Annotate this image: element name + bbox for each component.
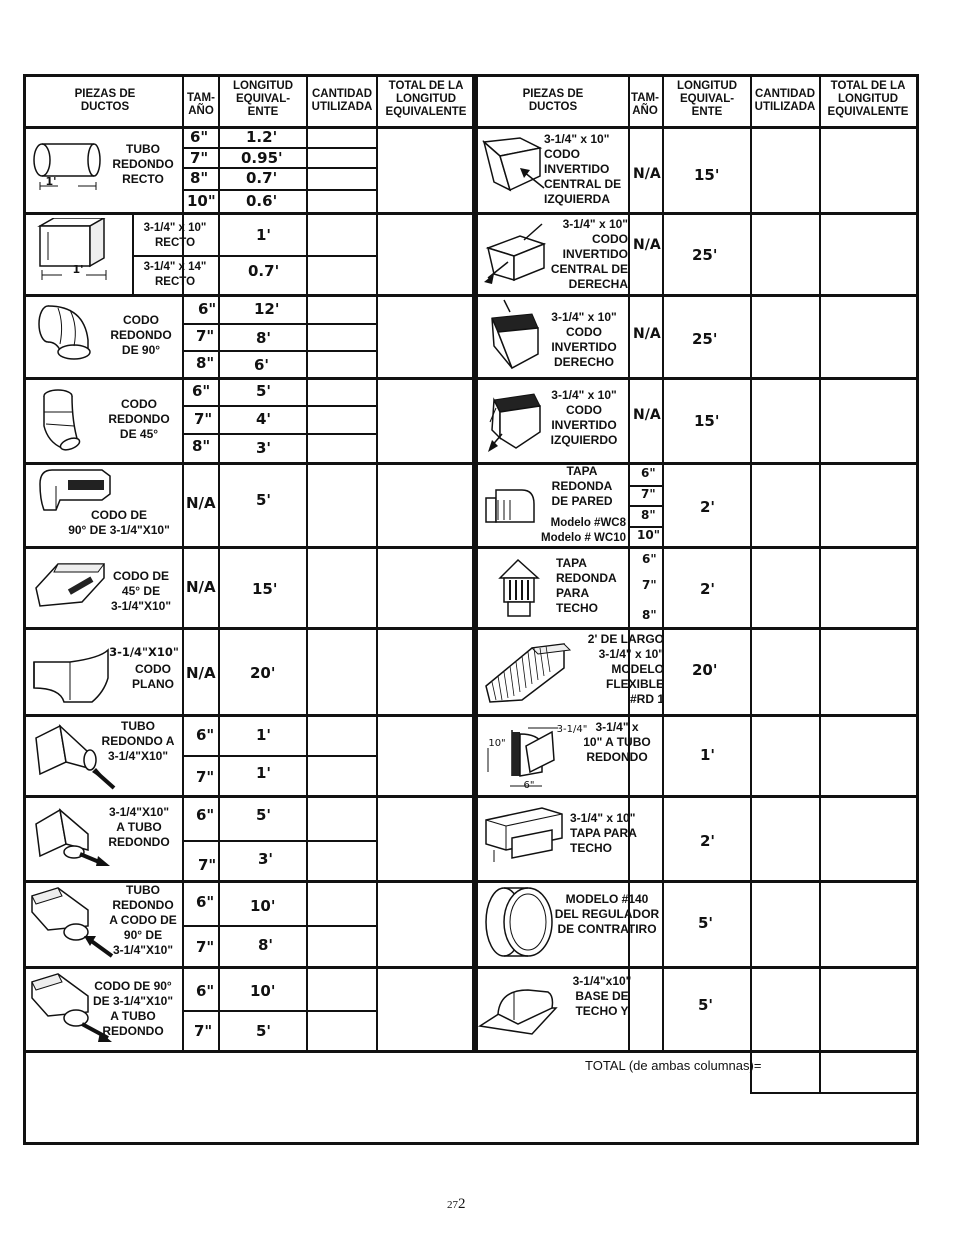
- flat-elbow-icon: [30, 648, 114, 706]
- left-row-7-label: TUBO REDONDO A 3-1/4"X10": [101, 719, 175, 763]
- left-row-2-label: CODO REDONDO DE 90°: [110, 313, 172, 357]
- left-row-8-label: 3-1/4"X10" A TUBO REDONDO: [108, 805, 170, 849]
- length: 1': [256, 764, 272, 782]
- round-45-elbow-icon: [38, 382, 94, 454]
- size: 6": [196, 982, 215, 1000]
- dim-10: 10": [488, 738, 506, 749]
- length: 1': [256, 726, 272, 744]
- length: 2': [700, 498, 716, 516]
- left-row-1-label-a: 3-1/4" x 10" RECTO: [143, 222, 207, 249]
- page-number-small: 27: [447, 1199, 458, 1211]
- right-row-3-label: 3-1/4" x 10" CODO INVERTIDO IZQUIERDO: [550, 388, 618, 447]
- size: 7": [194, 1022, 213, 1040]
- length: 15': [694, 412, 720, 430]
- size: N/A: [633, 166, 661, 182]
- size: 8": [641, 508, 656, 522]
- length: 10': [250, 897, 276, 915]
- page-number-large: 2: [458, 1196, 466, 1212]
- right-row-6-label: 2' DE LARGO 3-1/4" x 10" MODELO FLEXIBLE #RD 1: [587, 632, 664, 706]
- size: 6": [196, 726, 215, 744]
- header-left-size: TAM- AÑO: [187, 92, 215, 117]
- length: 3': [256, 439, 272, 457]
- length: 5': [698, 914, 714, 932]
- draft-regulator-icon: [482, 884, 558, 964]
- left-row-1-label-b: 3-1/4" x 14" RECTO: [143, 261, 207, 288]
- length: 20': [250, 664, 276, 682]
- dim-label: 1': [72, 263, 84, 276]
- size: 7": [198, 856, 217, 874]
- size: 7": [196, 768, 215, 786]
- round-90-elbow-icon: [34, 300, 100, 368]
- total-label: TOTAL (de ambas columnas)=: [585, 1058, 762, 1073]
- size: N/A: [186, 494, 216, 512]
- size: 10": [637, 528, 660, 542]
- length: 4': [256, 410, 272, 428]
- size: 7": [190, 149, 209, 167]
- left-row-4-label: CODO DE 90° DE 3-1/4"X10": [68, 508, 170, 537]
- length: 3': [258, 850, 274, 868]
- total-value-cell[interactable]: [822, 1053, 914, 1091]
- length: 5': [256, 382, 272, 400]
- left-row-10-label: CODO DE 90° DE 3-1/4"X10" A TUBO REDONDO: [92, 979, 174, 1038]
- size: 8": [192, 437, 211, 455]
- size: N/A: [633, 407, 661, 423]
- header-left-quantity: CANTIDAD UTILIZADA: [311, 88, 373, 113]
- length: 1.2': [246, 128, 278, 146]
- size: 6": [196, 806, 215, 824]
- size: N/A: [186, 578, 216, 596]
- size: N/A: [633, 237, 661, 253]
- inverted-center-right-elbow-icon: [480, 218, 548, 292]
- right-row-10-label: 3-1/4"x10" BASE DE TECHO Y: [572, 974, 632, 1018]
- size: 6": [198, 300, 217, 318]
- right-row-7-label: 3-1/4" x 10" A TUBO REDONDO: [583, 720, 651, 764]
- size: 6": [641, 466, 656, 480]
- length: 1': [256, 226, 272, 244]
- size: 8": [190, 169, 209, 187]
- size: 10": [187, 192, 216, 210]
- length: 5': [256, 1022, 272, 1040]
- length: 8': [256, 329, 272, 347]
- right-row-9-label: MODELO #140 DEL REGULADOR DE CONTRATIRO: [554, 892, 660, 936]
- length: 2': [700, 580, 716, 598]
- left-row-6-label: CODO PLANO: [132, 662, 174, 691]
- length: 15': [252, 580, 278, 598]
- length: 0.95': [241, 149, 283, 167]
- dim-6: 6": [523, 780, 535, 791]
- round-roof-cap-icon: [496, 556, 542, 620]
- length: 6': [254, 356, 270, 374]
- right-row-2-label: 3-1/4" x 10" CODO INVERTIDO DERECHO: [551, 310, 617, 369]
- right-row-0-label: 3-1/4" x 10" CODO INVERTIDO CENTRAL DE IZQUIERDA: [544, 132, 622, 206]
- length: 5': [256, 806, 272, 824]
- right-row-8-label: 3-1/4" x 10" TAPA PARA TECHO: [570, 811, 637, 855]
- size: 6": [192, 382, 211, 400]
- size: 8": [196, 354, 215, 372]
- header-right-quantity: CANTIDAD UTILIZADA: [754, 88, 816, 113]
- size: 7": [194, 410, 213, 428]
- size: 7": [196, 938, 215, 956]
- page-number: [447, 1196, 466, 1213]
- header-right-size: TAM- AÑO: [631, 92, 659, 117]
- rect-45-elbow-icon: [32, 558, 108, 612]
- roof-base-icon: [478, 984, 560, 1046]
- size: 7": [642, 578, 657, 592]
- size: N/A: [186, 664, 216, 682]
- length: 8': [258, 936, 274, 954]
- left-row-3-label: CODO REDONDO DE 45°: [108, 397, 170, 441]
- length: 2': [700, 832, 716, 850]
- right-row-4-models: Modelo #WC8 Modelo # WC10: [541, 517, 626, 544]
- length: 1': [700, 746, 716, 764]
- size: 7": [641, 487, 656, 501]
- length: 25': [692, 246, 718, 264]
- size: 8": [642, 608, 657, 622]
- size: 6": [196, 893, 215, 911]
- length: 20': [692, 661, 718, 679]
- inverted-right-elbow-icon: [482, 298, 546, 374]
- length: 25': [692, 330, 718, 348]
- length: 0.7': [246, 169, 278, 187]
- left-row-9-label: TUBO REDONDO A CODO DE 90° DE 3-1/4"X10": [109, 883, 177, 957]
- header-right-length: LONGITUD EQUIVAL- ENTE: [676, 80, 738, 118]
- size: 7": [196, 327, 215, 345]
- dim-label: 1': [45, 175, 57, 188]
- inverted-left-elbow-icon: [482, 382, 546, 458]
- header-right-total: TOTAL DE LA LONGITUD EQUIVALENTE: [827, 80, 909, 118]
- inverted-center-left-elbow-icon: [480, 132, 548, 210]
- length: 0.7': [248, 262, 280, 280]
- header-left-pieces: PIEZAS DE DUCTOS: [74, 88, 136, 113]
- size: N/A: [633, 326, 661, 342]
- left-row-6-label-top: 3-1/4"X10": [109, 645, 179, 659]
- header-left-total: TOTAL DE LA LONGITUD EQUIVALENTE: [385, 80, 467, 118]
- right-row-4-label: TAPA REDONDA DE PARED: [551, 464, 613, 508]
- length: 0.6': [246, 192, 278, 210]
- size: 6": [642, 552, 657, 566]
- length: 12': [254, 300, 280, 318]
- right-row-5-label: TAPA REDONDA PARA TECHO: [556, 556, 617, 615]
- dim-3-1-4: 3-1/4": [556, 724, 588, 735]
- length: 10': [250, 982, 276, 1000]
- size: 6": [190, 128, 209, 146]
- left-row-0-label: TUBO REDONDO RECTO: [112, 142, 174, 186]
- left-row-5-label: CODO DE 45° DE 3-1/4"X10": [110, 569, 172, 613]
- length: 15': [694, 166, 720, 184]
- header-left-length: LONGITUD EQUIVAL- ENTE: [232, 80, 294, 118]
- right-row-1-label: 3-1/4" x 10" CODO INVERTIDO CENTRAL DE DERECHA: [550, 217, 628, 291]
- length: 5': [698, 996, 714, 1014]
- rect-roof-cap-icon: [482, 804, 568, 864]
- length: 5': [256, 491, 272, 509]
- header-right-pieces: PIEZAS DE DUCTOS: [522, 88, 584, 113]
